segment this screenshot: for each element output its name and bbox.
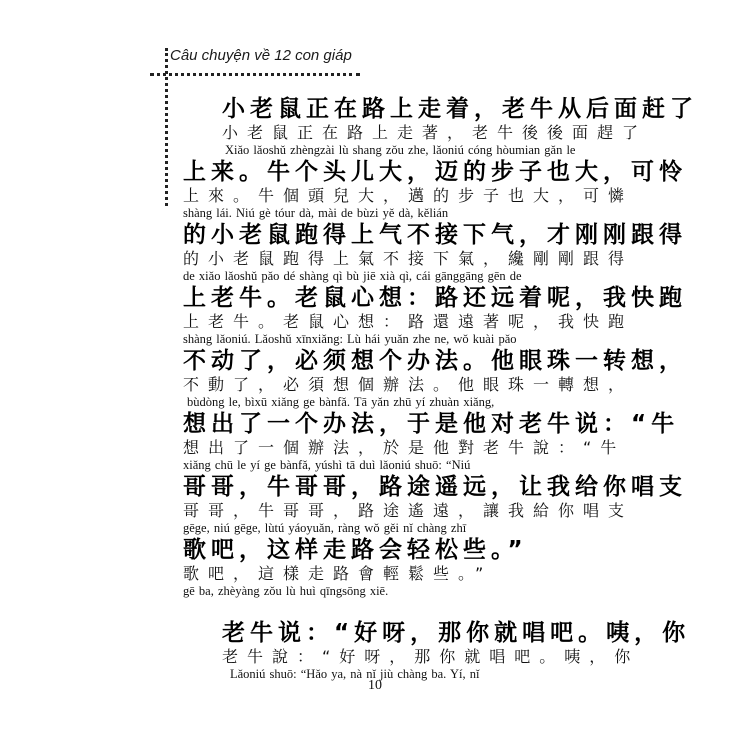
pinyin-line: shàng lái. Niú gè tóur dà, mài de bùzi yě dà, kělián	[183, 206, 449, 220]
header-dotted-rule	[150, 73, 360, 76]
simplified-line: 哥哥，牛哥哥，路途遥远，让我给你唱支	[183, 474, 687, 500]
traditional-line: 上來。牛個頭兒大，邁的步子也大，可憐	[183, 186, 634, 205]
page-number: 10	[368, 678, 382, 693]
simplified-line: 小老鼠正在路上走着，老牛从后面赶了	[222, 96, 698, 122]
pinyin-line: shàng lǎoniú. Lǎoshǔ xīnxiǎng: Lù hái yuǎn zhe ne, wǒ kuài pǎo	[183, 332, 517, 346]
simplified-line: 想出了一个办法，于是他对老牛说：“牛	[183, 411, 680, 437]
pinyin-line: bùdòng le, bìxū xiǎng ge bànfǎ. Tā yǎn zhū yí zhuàn xiǎng,	[187, 395, 495, 409]
margin-dotted-rule	[165, 48, 168, 206]
running-header-title: Câu chuyện về 12 con giáp	[170, 47, 352, 64]
text-block	[183, 285, 687, 347]
pinyin-line: Lǎoniú shuō: “Hǎo ya, nà nǐ jiù chàng ba. Yí, nǐ	[230, 667, 480, 681]
traditional-line: 的小老鼠跑得上氣不接下氣，纔剛剛跟得	[183, 249, 634, 268]
traditional-line: 歌吧，這樣走路會輕鬆些。”	[183, 564, 493, 583]
pinyin-line: de xiǎo lǎoshǔ pǎo dé shàng qì bù jiē xià qì, cái gānggāng gēn de	[183, 269, 522, 283]
simplified-line: 上来。牛个头儿大，迈的步子也大，可怜	[183, 159, 687, 185]
text-block	[183, 474, 687, 536]
simplified-line: 不动了，必须想个办法。他眼珠一转想，	[183, 348, 687, 374]
traditional-line: 哥哥，牛哥哥，路途遙遠，讓我給你唱支	[183, 501, 634, 520]
simplified-line: 的小老鼠跑得上气不接下气，才刚刚跟得	[183, 222, 687, 248]
simplified-line: 上老牛。老鼠心想：路还远着呢，我快跑	[183, 285, 687, 311]
text-block	[222, 620, 690, 682]
text-block	[183, 222, 687, 284]
text-block	[183, 537, 528, 599]
pinyin-line: Xiǎo lǎoshǔ zhèngzài lù shang zǒu zhe, lǎoniú cóng hòumian gǎn le	[225, 143, 576, 157]
text-block	[183, 348, 687, 410]
text-block	[183, 411, 679, 473]
pinyin-line: xiǎng chū le yí ge bànfǎ, yúshì tā duì lǎoniú shuō: “Niú	[183, 458, 471, 472]
pinyin-line: gēge, niú gēge, lùtú yáoyuǎn, ràng wǒ gěi nǐ chàng zhī	[183, 521, 467, 535]
traditional-line: 想出了一個辦法，於是他對老牛說：“牛	[183, 438, 626, 457]
traditional-line: 小老鼠正在路上走著，老牛後後面趕了	[222, 123, 648, 142]
text-block	[222, 96, 698, 158]
traditional-line: 不動了，必須想個辦法。他眼珠一轉想，	[183, 375, 634, 394]
traditional-line: 老牛說：“好呀，那你就唱吧。咦，你	[222, 647, 640, 666]
simplified-line: 老牛说：“好呀，那你就唱吧。咦，你	[222, 620, 691, 646]
pinyin-line: gē ba, zhèyàng zǒu lù huì qīngsōng xiē.	[183, 584, 389, 598]
text-block	[183, 159, 687, 221]
traditional-line: 上老牛。老鼠心想：路還遠著呢，我快跑	[183, 312, 634, 331]
simplified-line: 歌吧，这样走路会轻松些。”	[183, 537, 528, 563]
